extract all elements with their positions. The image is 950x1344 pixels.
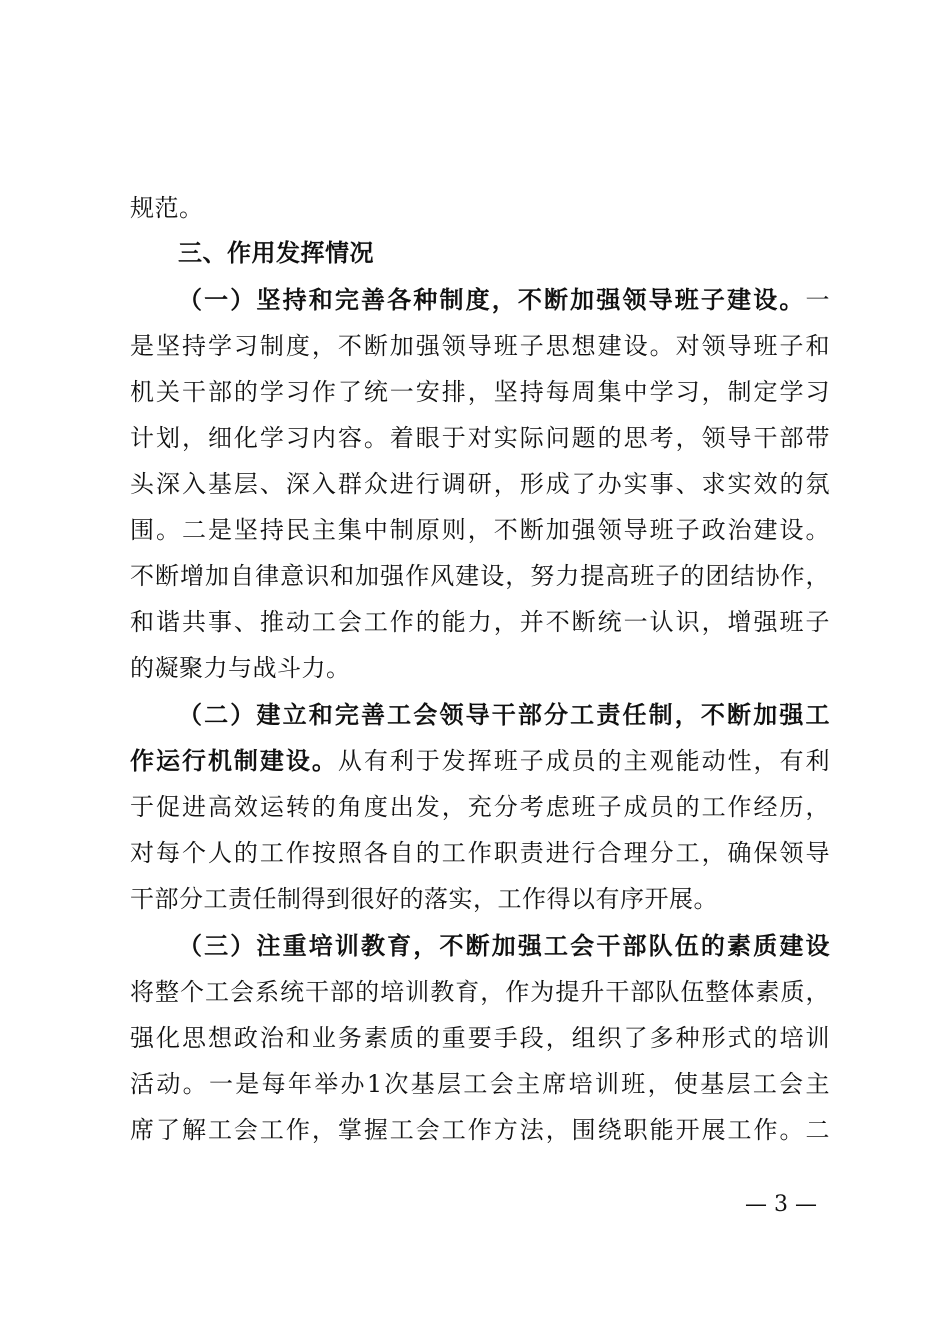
text-line: 席了解工会工作，掌握工会工作方法，围绕职能开展工作。二 (130, 1116, 830, 1144)
text-line: 干部分工责任制得到很好的落实，工作得以有序开展。 (130, 885, 718, 913)
text-line: 围。二是坚持民主集中制原则，不断加强领导班子政治建设。 (130, 516, 830, 544)
subsection-title: （二）建立和完善工会领导干部分工责任制，不断加强工 (178, 700, 830, 729)
subsection-heading-3 (178, 931, 830, 961)
text-line: 和谐共事、推动工会工作的能力，并不断统一认识，增强班子 (130, 608, 830, 636)
subsection-title: （三）注重培训教育，不断加强工会干部队伍的素质建设 (178, 931, 830, 960)
subsection-heading-2 (178, 700, 830, 730)
text-line: 活动。一是每年举办1次基层工会主席培训班，使基层工会主 (130, 1070, 830, 1098)
text-run: 从有利于发挥班子成员的主观能动性，有利 (337, 747, 831, 775)
text-line: 的凝聚力与战斗力。 (130, 654, 351, 682)
text-run: 一 (805, 286, 830, 314)
page-number: — 3 — (745, 1192, 817, 1217)
text-line: 是坚持学习制度，不断加强领导班子思想建设。对领导班子和 (130, 332, 830, 360)
subsection-title: （一）坚持和完善各种制度，不断加强领导班子建设。 (178, 285, 806, 314)
text-line: 对每个人的工作按照各自的工作职责进行合理分工，确保领导 (130, 839, 830, 867)
text-line: 不断增加自律意识和加强作风建设，努力提高班子的团结协作， (130, 562, 830, 590)
text-line (130, 746, 830, 776)
text-line: 于促进高效运转的角度出发，充分考虑班子成员的工作经历， (130, 793, 830, 821)
text-line: 将整个工会系统干部的培训教育，作为提升干部队伍整体素质， (130, 978, 830, 1006)
subsection-heading-1 (178, 285, 830, 315)
text-line: 规范。 (130, 194, 204, 222)
subsection-title: 作运行机制建设。 (130, 746, 338, 775)
section-heading: 三、作用发挥情况 (178, 239, 374, 267)
text-line: 计划，细化学习内容。着眼于对实际问题的思考，领导干部带 (130, 424, 830, 452)
text-line: 头深入基层、深入群众进行调研，形成了办实事、求实效的氛 (130, 470, 830, 498)
text-line: 机关干部的学习作了统一安排，坚持每周集中学习，制定学习 (130, 378, 830, 406)
text-line: 强化思想政治和业务素质的重要手段，组织了多种形式的培训 (130, 1024, 830, 1052)
